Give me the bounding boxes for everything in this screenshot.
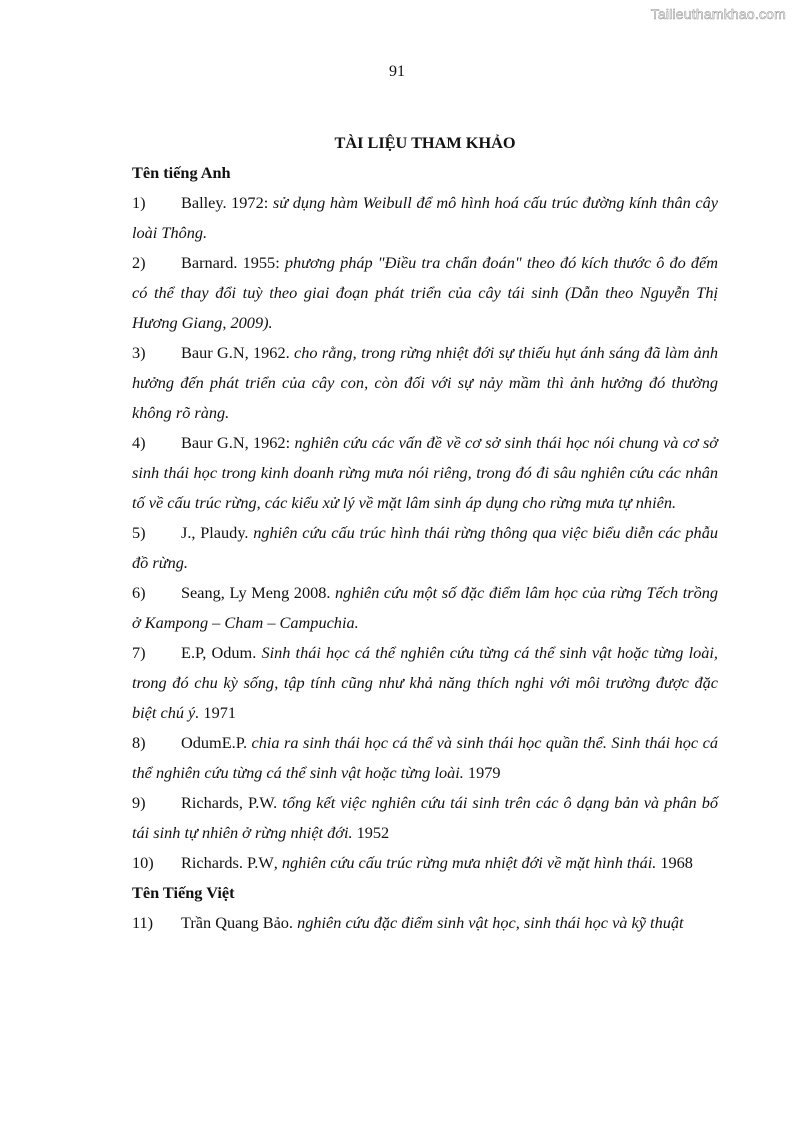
section-heading-vietnamese: Tên Tiếng Việt [132,883,235,902]
reference-number: 10) [132,853,154,872]
reference-description: nghiên cứu một số đặc điểm lâm học của rừng Tếch trồng ở Kampong – Cham – Campuchia. [132,583,718,632]
reference-number: 4) [132,433,146,452]
reference-item [132,188,718,248]
reference-number: 11) [132,913,154,932]
reference-description: tổng kết việc nghiên cứu tái sinh trên các ô dạng bản và phân bố tái sinh tự nhiên ở rừng nhiệt đới. [132,793,718,842]
reference-author: Baur G.N, 1962. [181,343,295,362]
reference-number: 3) [132,343,146,362]
reference-item [132,248,718,338]
reference-year: 1971 [199,703,236,722]
reference-number: 9) [132,793,146,812]
reference-item [132,728,718,788]
reference-number: 7) [132,643,146,662]
reference-number: 6) [132,583,146,602]
reference-description: nghiên cứu các vấn đề về cơ sở sinh thái học nói chung và cơ sở sinh thái học trong kinh doanh rừng mưa nói riêng, trong đó đi sâu nghiên cứu các nhân tố về cấu trúc rừng, các kiểu xử lý về mặt lâm sinh áp dụng cho rừng mưa tự nhiên. [132,433,718,512]
reference-item [132,338,718,428]
reference-description: , nghiên cứu cấu trúc rừng mưa nhiệt đới về mặt hình thái. [273,853,657,872]
reference-item [132,788,718,848]
reference-author: OdumE.P. [181,733,252,752]
reference-description: Sinh thái học cá thể nghiên cứu từng cá thể sinh vật hoặc từng loài, trong đó chu kỳ sống, tập tính cũng như khả năng thích nghi với môi trường được đặc biệt chú ý. [132,643,718,722]
reference-description: phương pháp "Điều tra chẩn đoán" theo đó kích thước ô đo đếm có thể thay đổi tuỳ theo giai đoạn phát triển của cây tái sinh (Dẫn theo Nguyễn Thị Hương Giang, 2009). [132,253,718,332]
reference-description: nghiên cứu cấu trúc hình thái rừng thông qua việc biểu diễn các phẫu đồ rừng. [132,523,718,572]
reference-description: chia ra sinh thái học cá thể và sinh thái học quần thể. Sinh thái học cá thể nghiên cứu từng cá thể sinh vật hoặc từng loài. [132,733,719,782]
document-body [132,128,718,938]
reference-item [132,578,718,638]
reference-author: J., Plaudy. [181,523,254,542]
reference-number: 1) [132,193,146,212]
reference-item [132,848,718,878]
reference-number: 8) [132,733,146,752]
section-heading-english: Tên tiếng Anh [132,163,231,182]
reference-author: E.P, Odum. [181,643,262,662]
reference-author: Richards, P.W. [181,793,283,812]
reference-description: sử dụng hàm Weibull để mô hình hoá cấu trúc đường kính thân cây loài Thông. [132,193,718,242]
reference-description: nghiên cứu đặc điểm sinh vật học, sinh thái học và kỹ thuật [297,913,684,932]
reference-author: Seang, Ly Meng 2008. [181,583,336,602]
reference-year: 1968 [656,853,693,872]
reference-author: Baur G.N, 1962: [181,433,295,452]
reference-item [132,518,718,578]
reference-list-vietnamese [132,908,718,938]
page-title: TÀI LIỆU THAM KHẢO [334,133,516,152]
reference-item [132,428,718,518]
reference-author: Balley. 1972: [181,193,273,212]
reference-author: Barnard. 1955: [181,253,285,272]
reference-number: 2) [132,253,146,272]
reference-item [132,638,718,728]
reference-item [132,908,718,938]
page-number: 91 [389,63,405,80]
reference-author: Richards. P.W [181,853,274,872]
reference-number: 5) [132,523,146,542]
reference-list-english [132,188,718,878]
reference-year: 1952 [352,823,390,842]
reference-year: 1979 [463,763,501,782]
reference-description: cho rằng, trong rừng nhiệt đới sự thiếu hụt ánh sáng đã làm ảnh hưởng đến phát triển của cây con, còn đối với sự nảy mầm thì ảnh hưởng đó thường không rõ ràng. [132,343,718,422]
reference-author: Trần Quang Bảo. [181,913,298,932]
watermark: Tailieuthamkhao.com [650,6,786,22]
